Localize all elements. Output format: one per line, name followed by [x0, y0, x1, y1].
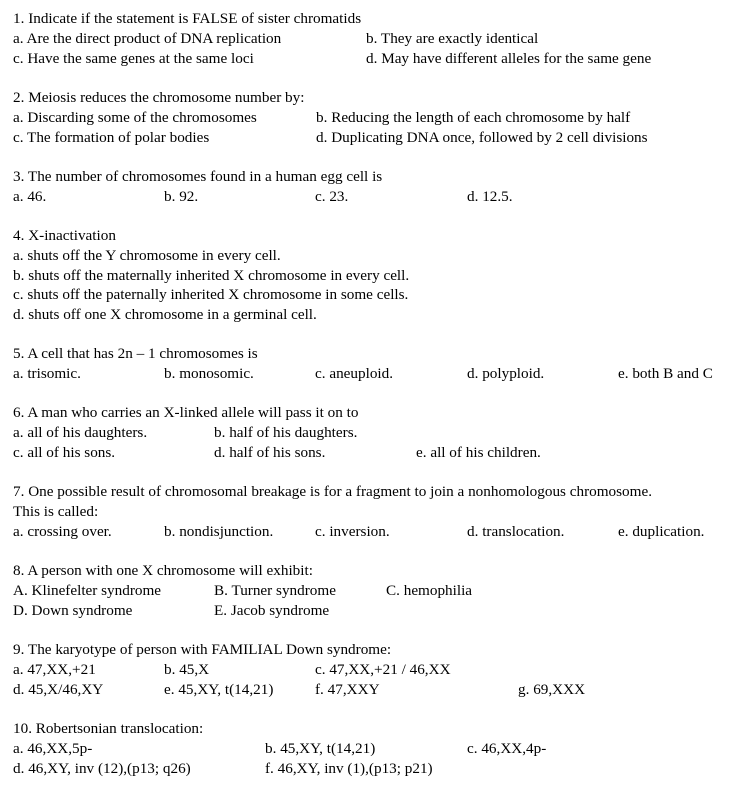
- question-stem: 7. One possible result of chromosomal breakage is for a fragment to join a nonhomologous chromosome.: [13, 483, 653, 500]
- option-b: b. half of his daughters.: [214, 423, 358, 441]
- option-d: d. polyploid.: [467, 364, 545, 382]
- option-a: a. trisomic.: [13, 364, 81, 382]
- option-a: a. Discarding some of the chromosomes: [13, 108, 257, 126]
- option-d: D. Down syndrome: [13, 601, 133, 619]
- option-a: a. crossing over.: [13, 522, 112, 540]
- question-2: [13, 88, 751, 147]
- option-b: b. monosomic.: [164, 364, 254, 382]
- question-stem: 6. A man who carries an X-linked allele will pass it on to: [13, 404, 359, 421]
- option-c: c. Have the same genes at the same loci: [13, 49, 254, 67]
- option-b: b. 45,XY, t(14,21): [265, 739, 376, 757]
- option-g: g. 69,XXX: [518, 680, 586, 698]
- question-stem: 2. Meiosis reduces the chromosome number by:: [13, 89, 305, 106]
- question-5: [13, 344, 751, 384]
- option-c: C. hemophilia: [386, 581, 473, 599]
- question-stem: 3. The number of chromosomes found in a human egg cell is: [13, 168, 383, 185]
- option-d: d. Duplicating DNA once, followed by 2 cell divisions: [316, 128, 648, 146]
- question-8: [13, 561, 751, 620]
- question-stem: 4. X-inactivation: [13, 227, 116, 244]
- option-c: c. all of his sons.: [13, 443, 116, 461]
- question-stem: 5. A cell that has 2n – 1 chromosomes is: [13, 345, 258, 362]
- option-b: B. Turner syndrome: [214, 581, 336, 599]
- option-d: d. 12.5.: [467, 187, 513, 205]
- option-c: c. 47,XX,+21 / 46,XX: [315, 660, 451, 678]
- option-a: a. Are the direct product of DNA replication: [13, 29, 282, 47]
- option-d: d. translocation.: [467, 522, 565, 540]
- option-c: c. 46,XX,4p-: [467, 739, 547, 757]
- option-b: b. 45,X: [164, 660, 210, 678]
- option-b: b. They are exactly identical: [366, 29, 539, 47]
- option-a: a. 47,XX,+21: [13, 660, 96, 678]
- question-stem: 9. The karyotype of person with FAMILIAL Down syndrome:: [13, 641, 392, 658]
- option-a: a. 46,XX,5p-: [13, 739, 93, 757]
- option-c: c. shuts off the paternally inherited X chromosome in some cells.: [13, 286, 409, 304]
- option-c: c. aneuploid.: [315, 364, 394, 382]
- question-4: [13, 226, 751, 325]
- question-stem: 8. A person with one X chromosome will exhibit:: [13, 562, 313, 579]
- question-6: [13, 403, 751, 462]
- option-f: f. 47,XXY: [315, 680, 380, 698]
- question-7: [13, 482, 751, 541]
- question-1: [13, 9, 751, 68]
- option-b: b. 92.: [164, 187, 199, 205]
- option-a: a. all of his daughters.: [13, 423, 148, 441]
- option-e: e. all of his children.: [416, 443, 541, 461]
- option-d: d. 46,XY, inv (12),(p13; q26): [13, 759, 191, 777]
- option-e: e. 45,XY, t(14,21): [164, 680, 274, 698]
- option-a: a. shuts off the Y chromosome in every cell.: [13, 246, 281, 264]
- option-d: d. May have different alleles for the same gene: [366, 49, 652, 67]
- option-e: e. both B and C: [618, 364, 713, 382]
- option-d: d. half of his sons.: [214, 443, 326, 461]
- option-d: d. 45,X/46,XY: [13, 680, 104, 698]
- option-b: b. nondisjunction.: [164, 522, 274, 540]
- option-e: E. Jacob syndrome: [214, 601, 330, 619]
- question-3: [13, 167, 751, 207]
- option-f: f. 46,XY, inv (1),(p13; p21): [265, 759, 433, 777]
- option-a: a. 46.: [13, 187, 47, 205]
- question-stem-continued: This is called:: [13, 502, 99, 520]
- question-9: [13, 640, 751, 699]
- option-b: b. shuts off the maternally inherited X chromosome in every cell.: [13, 266, 410, 284]
- option-a: A. Klinefelter syndrome: [13, 581, 162, 599]
- question-stem: 1. Indicate if the statement is FALSE of sister chromatids: [13, 10, 362, 27]
- option-d: d. shuts off one X chromosome in a germinal cell.: [13, 306, 317, 324]
- option-b: b. Reducing the length of each chromosome by half: [316, 108, 631, 126]
- question-10: [13, 719, 751, 778]
- option-e: e. duplication.: [618, 522, 705, 540]
- option-c: c. 23.: [315, 187, 349, 205]
- question-stem: 10. Robertsonian translocation:: [13, 720, 204, 737]
- option-c: c. inversion.: [315, 522, 390, 540]
- option-c: c. The formation of polar bodies: [13, 128, 210, 146]
